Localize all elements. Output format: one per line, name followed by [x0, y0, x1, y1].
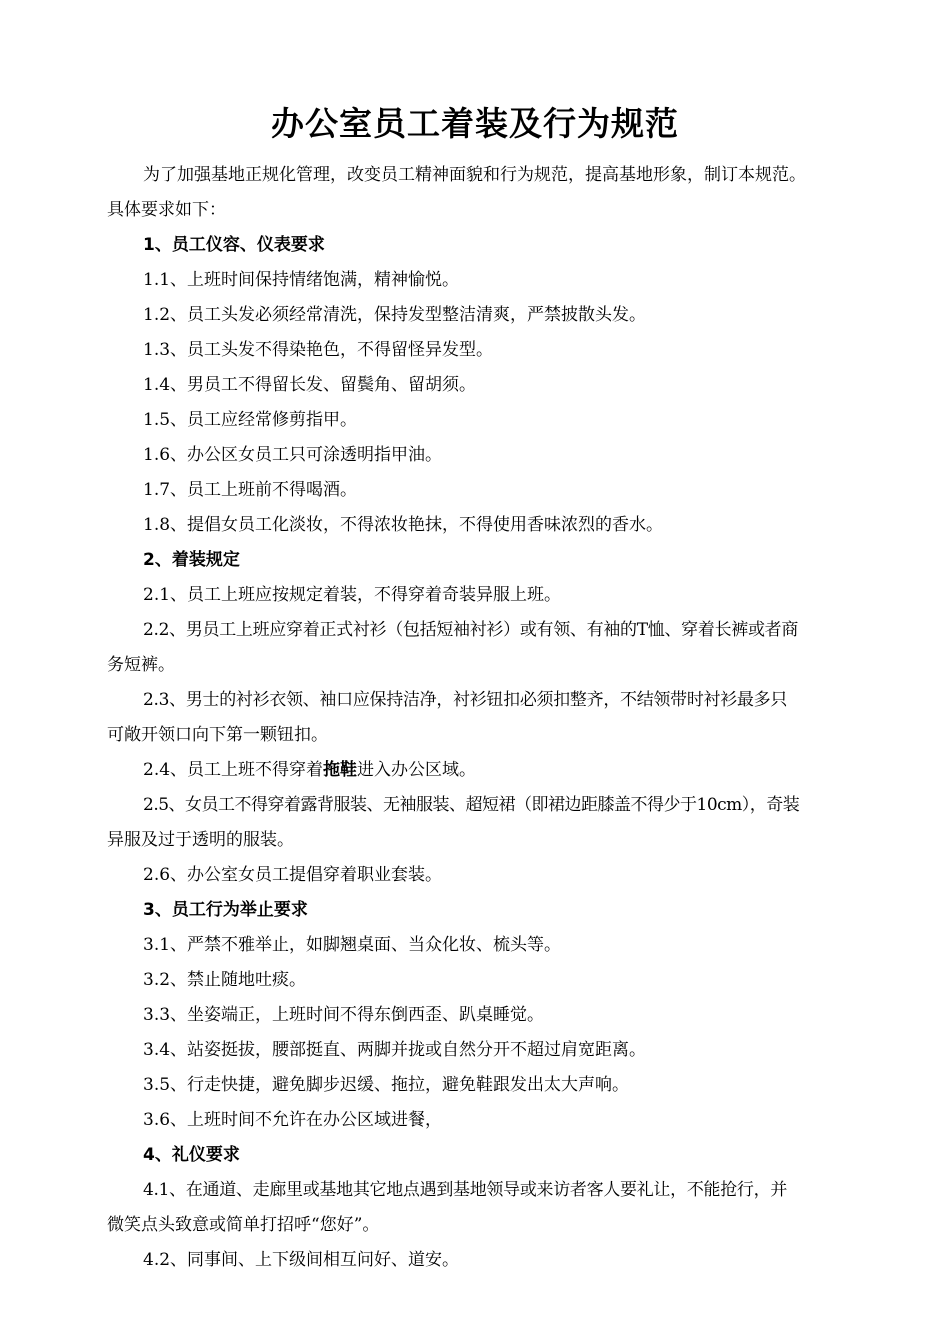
list-item: 1.4、男员工不得留长发、留鬓角、留胡须。: [143, 375, 477, 395]
intro-paragraph: [107, 158, 862, 228]
item-2-4-bold: 拖鞋: [323, 760, 358, 780]
section-3-heading: 3、员工行为举止要求: [143, 900, 308, 920]
item-2-5-line-1: 2.5、女员工不得穿着露背服装、无袖服装、超短裙（即裙边距膝盖不得少于10cm），奇装: [143, 795, 800, 815]
item-2-4-post: 进入办公区域。: [357, 760, 477, 780]
list-item: 1.5、员工应经常修剪指甲。: [143, 410, 358, 430]
list-item: 2.6、办公室女员工提倡穿着职业套装。: [143, 865, 443, 885]
item-4-1-line-1: 4.1、在通道、走廊里或基地其它地点遇到基地领导或来访者客人要礼让，不能抢行，并: [143, 1180, 788, 1200]
list-item: 3.6、上班时间不允许在办公区域进餐，: [143, 1110, 443, 1130]
item-4-1-line-2: 微笑点头致意或简单打招呼“您好”。: [107, 1215, 380, 1235]
list-item: 3.4、站姿挺拔，腰部挺直、两脚并拢或自然分开不超过肩宽距离。: [143, 1040, 647, 1060]
list-item: [107, 753, 862, 788]
item-2-5-line-2: 异服及过于透明的服装。: [107, 830, 294, 850]
item-2-3-line-1: 2.3、男士的衬衫衣领、袖口应保持洁净，衬衫钮扣必须扣整齐，不结领带时衬衫最多只: [143, 690, 788, 710]
section-1-heading: 1、员工仪容、仪表要求: [143, 235, 325, 255]
document-title: 办公室员工着装及行为规范: [271, 104, 679, 143]
list-item: [107, 683, 862, 753]
section-2-heading: 2、着装规定: [143, 550, 240, 570]
list-item: [107, 613, 862, 683]
intro-line-2: 具体要求如下：: [107, 200, 226, 220]
list-item: 4.2、同事间、上下级间相互问好、道安。: [143, 1250, 460, 1270]
list-item: 3.2、禁止随地吐痰。: [143, 970, 307, 990]
list-item: 3.5、行走快捷，避免脚步迟缓、拖拉，避免鞋跟发出太大声响。: [143, 1075, 630, 1095]
item-2-4-pre: 2.4、员工上班不得穿着: [143, 760, 324, 780]
item-2-3-line-2: 可敞开领口向下第一颗钮扣。: [107, 725, 328, 745]
intro-line-1: 为了加强基地正规化管理，改变员工精神面貌和行为规范，提高基地形象，制订本规范。: [143, 165, 806, 185]
list-item: 1.8、提倡女员工化淡妆，不得浓妆艳抹，不得使用香味浓烈的香水。: [143, 515, 664, 535]
list-item: [107, 788, 862, 858]
list-item: 1.7、员工上班前不得喝酒。: [143, 480, 358, 500]
list-item: 1.1、上班时间保持情绪饱满，精神愉悦。: [143, 270, 460, 290]
item-2-2-line-1: 2.2、男员工上班应穿着正式衬衫（包括短袖衬衫）或有领、有袖的T恤、穿着长裤或者商: [143, 620, 799, 640]
list-item: [107, 1173, 862, 1243]
list-item: 1.6、办公区女员工只可涂透明指甲油。: [143, 445, 443, 465]
list-item: 1.2、员工头发必须经常清洗，保持发型整洁清爽，严禁披散头发。: [143, 305, 647, 325]
list-item: 3.1、严禁不雅举止，如脚翘桌面、当众化妆、梳头等。: [143, 935, 562, 955]
section-4-heading: 4、礼仪要求: [143, 1145, 240, 1165]
list-item: 1.3、员工头发不得染艳色，不得留怪异发型。: [143, 340, 494, 360]
item-2-2-line-2: 务短裤。: [107, 655, 175, 675]
list-item: 2.1、员工上班应按规定着装，不得穿着奇装异服上班。: [143, 585, 562, 605]
document-body: [107, 158, 862, 1278]
list-item: 3.3、坐姿端正，上班时间不得东倒西歪、趴桌睡觉。: [143, 1005, 545, 1025]
